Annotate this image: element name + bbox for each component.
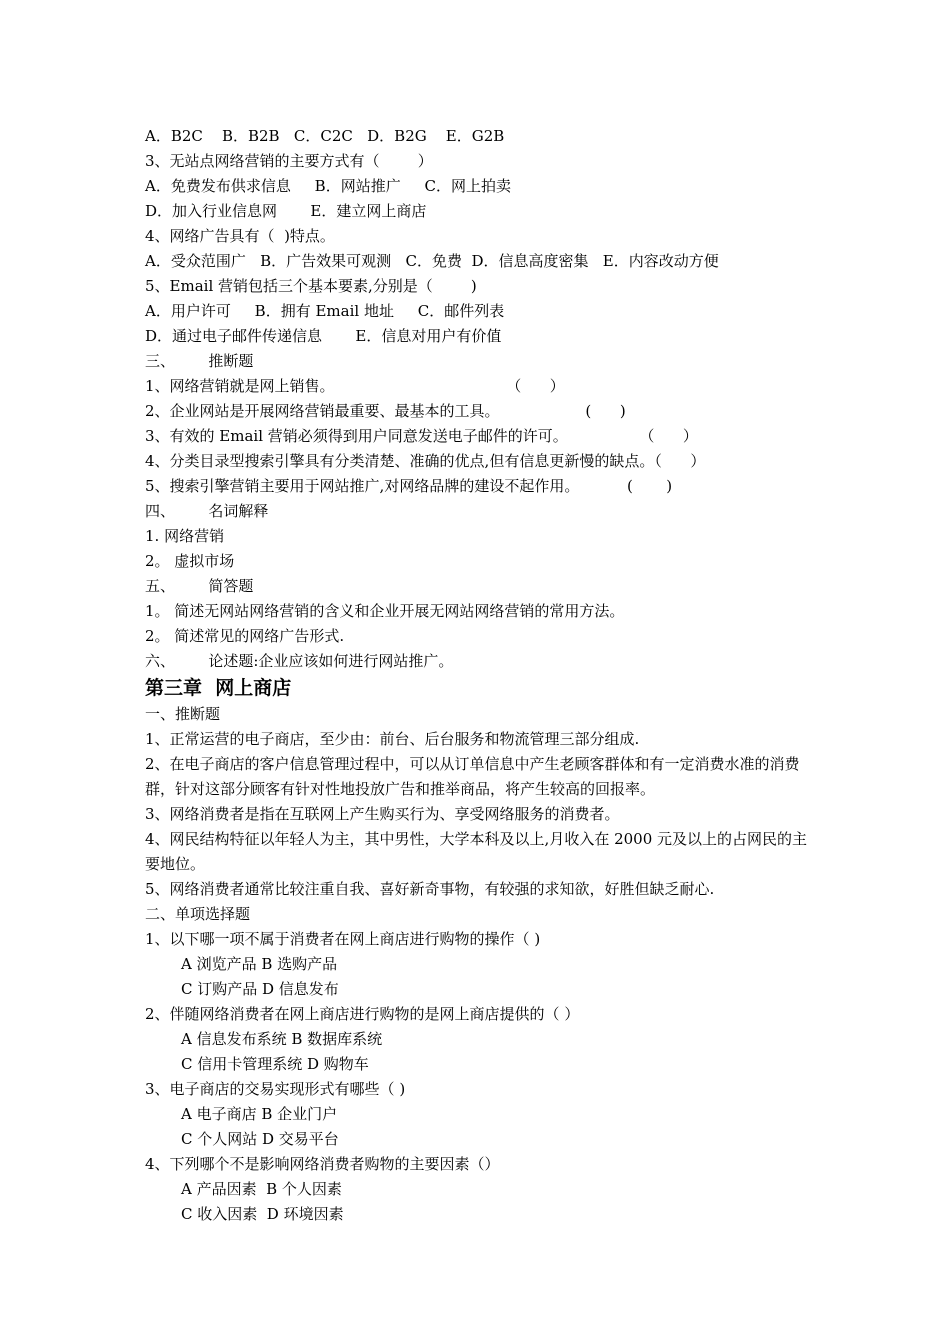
section-3-heading: 三、 推断题 (145, 352, 254, 370)
chapter-tf-item-1: 1、正常运营的电子商店，至少由：前台、后台服务和物流管理三部分组成. (145, 730, 640, 748)
true-false-item-2: 2、企业网站是开展网络营销最重要、最基本的工具。 ( ) (145, 402, 626, 420)
chapter-mc-heading: 二、单项选择题 (145, 905, 251, 923)
true-false-item-1: 1、网络营销就是网上销售。 （ ） (145, 377, 565, 395)
mc-question-1: 1、以下哪一项不属于消费者在网上商店进行购物的操作（ ) (145, 930, 541, 948)
q4-options: A．受众范围广 B．广告效果可观测 C．免费 D．信息高度密集 E．内容改动方便 (145, 252, 719, 270)
mc-question-4-options-a: A 产品因素 B 个人因素 (181, 1180, 342, 1198)
document-page (145, 124, 825, 1227)
mc-question-2: 2、伴随网络消费者在网上商店进行购物的是网上商店提供的（ ） (145, 1005, 580, 1023)
q3-options-line-1: A．免费发布供求信息 B．网站推广 C．网上拍卖 (145, 177, 512, 195)
chapter-tf-item-2: 2、在电子商店的客户信息管理过程中，可以从订单信息中产生老顾客群体和有一定消费水准的消费群，针对这部分顾客有针对性地投放广告和推举商品，将产生较高的回报率。 (145, 755, 800, 798)
section-6-heading: 六、 论述题:企业应该如何进行网站推广。 (145, 652, 454, 670)
q2-options: A．B2C B．B2B C．C2C D．B2G E．G2B (145, 127, 505, 145)
short-answer-2: 2。 简述常见的网络广告形式. (145, 627, 345, 645)
mc-question-3-options-b: C 个人网站 D 交易平台 (181, 1130, 339, 1148)
mc-question-3: 3、电子商店的交易实现形式有哪些（ ) (145, 1080, 406, 1098)
chapter-title: 第三章 网上商店 (145, 677, 292, 699)
q5-options-line-1: A．用户许可 B．拥有 Email 地址 C．邮件列表 (145, 302, 505, 320)
mc-question-4-options-b: C 收入因素 D 环境因素 (181, 1205, 344, 1223)
mc-question-2-options-a: A 信息发布系统 B 数据库系统 (181, 1030, 383, 1048)
chapter-tf-heading: 一、推断题 (145, 705, 221, 723)
true-false-item-4: 4、分类目录型搜索引擎具有分类清楚、准确的优点,但有信息更新慢的缺点。（ ） (145, 452, 706, 470)
q3-options-line-2: D．加入行业信息网 E．建立网上商店 (145, 202, 427, 220)
section-5-heading: 五、 简答题 (145, 577, 254, 595)
question-4: 4、网络广告具有（ )特点。 (145, 227, 335, 245)
mc-question-2-options-b: C 信用卡管理系统 D 购物车 (181, 1055, 369, 1073)
mc-question-3-options-a: A 电子商店 B 企业门户 (181, 1105, 338, 1123)
mc-question-1-options-b: C 订购产品 D 信息发布 (181, 980, 339, 998)
true-false-item-5: 5、搜索引擎营销主要用于网站推广,对网络品牌的建设不起作用。 ( ) (145, 477, 673, 495)
true-false-item-3: 3、有效的 Email 营销必须得到用户同意发送电子邮件的许可。 （ ） (145, 427, 698, 445)
chapter-tf-item-3: 3、网络消费者是指在互联网上产生购买行为、享受网络服务的消费者。 (145, 805, 620, 823)
mc-question-1-options-a: A 浏览产品 B 选购产品 (181, 955, 338, 973)
chapter-tf-item-5: 5、网络消费者通常比较注重自我、喜好新奇事物，有较强的求知欲，好胜但缺乏耐心. (145, 880, 715, 898)
question-3: 3、无站点网络营销的主要方式有（ ） (145, 152, 433, 170)
question-5: 5、Email 营销包括三个基本要素,分别是（ ) (145, 277, 477, 295)
chapter-tf-item-4: 4、网民结构特征以年轻人为主，其中男性，大学本科及以上,月收入在 2000 元及以上的占网民的主要地位。 (145, 830, 808, 873)
term-1: 1. 网络营销 (145, 527, 225, 545)
term-2: 2。 虚拟市场 (145, 552, 235, 570)
q5-options-line-2: D．通过电子邮件传递信息 E．信息对用户有价值 (145, 327, 502, 345)
mc-question-4: 4、下列哪个不是影响网络消费者购物的主要因素（） (145, 1155, 500, 1173)
section-4-heading: 四、 名词解释 (145, 502, 269, 520)
short-answer-1: 1。 简述无网站网络营销的含义和企业开展无网站网络营销的常用方法。 (145, 602, 625, 620)
